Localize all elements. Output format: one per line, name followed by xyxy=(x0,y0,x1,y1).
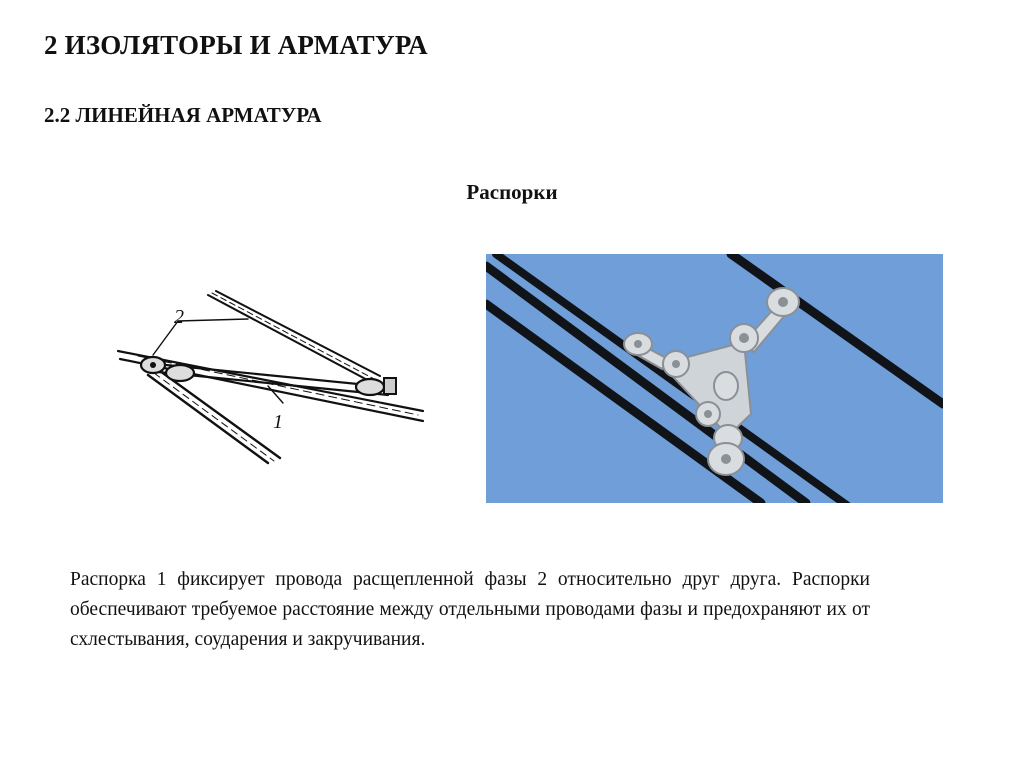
clamp-right xyxy=(356,379,384,395)
spacer-drawing-svg xyxy=(108,283,438,473)
wire-lower-down xyxy=(148,371,280,463)
label-spacer: 1 xyxy=(273,411,283,433)
label-wires: 2 xyxy=(174,306,184,328)
page-title: 2 ИЗОЛЯТОРЫ И АРМАТУРА xyxy=(44,30,428,60)
wire-upper xyxy=(208,291,380,383)
section-title: 2.2 ЛИНЕЙНАЯ АРМАТУРА xyxy=(44,103,322,127)
description-paragraph: Распорка 1 фиксирует провода расщепленной фазы 2 относительно друг друга. Распорки обеспечивают требуемое расстояние между отдельными проводами фазы и предохраняют их от схлестывания, соударения и закручивания. xyxy=(70,569,870,650)
spacer-drawing xyxy=(108,283,438,473)
spacer-photo-svg xyxy=(486,254,943,503)
clamp-middle xyxy=(166,365,194,381)
spacer-photo xyxy=(486,254,943,503)
figure-caption: Распорки xyxy=(466,180,558,204)
